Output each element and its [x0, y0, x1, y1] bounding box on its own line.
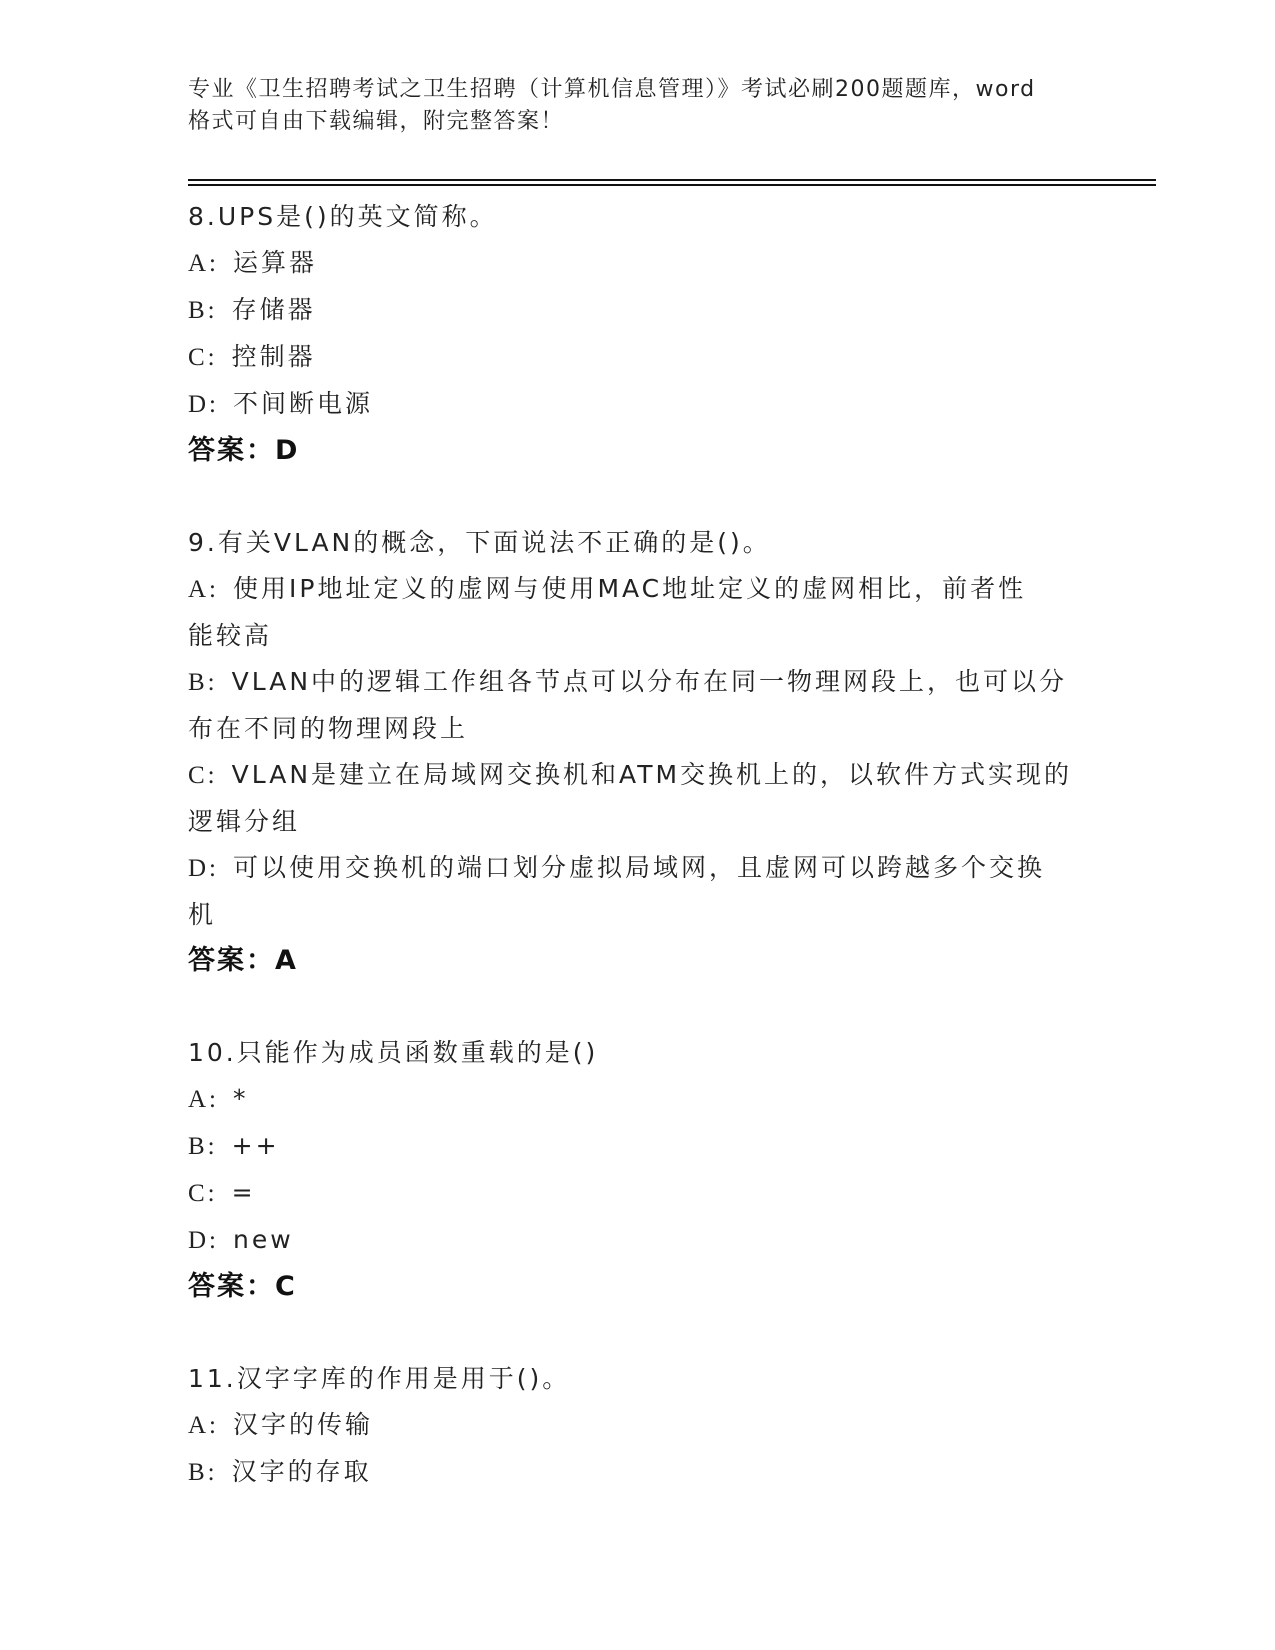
option-line	[188, 659, 1088, 706]
option-key: D:	[188, 391, 219, 418]
option-line	[188, 706, 1088, 752]
option-key: D:	[188, 855, 219, 882]
question-block	[188, 1356, 1088, 1496]
option-line	[188, 381, 1088, 428]
option-line	[188, 1217, 1088, 1264]
answer-label: 答案：A	[188, 945, 298, 976]
option-line	[188, 240, 1088, 287]
question-stem: 11.汉字字库的作用是用于()。	[188, 1364, 571, 1393]
option-line	[188, 845, 1088, 892]
option-key: A:	[188, 1412, 219, 1439]
option-key: A:	[188, 1086, 219, 1113]
option-line	[188, 1076, 1088, 1123]
option-key: B:	[188, 1133, 218, 1160]
question-block	[188, 520, 1088, 984]
option-text: VLAN中的逻辑工作组各节点可以分布在同一物理网段上，也可以分	[231, 667, 1068, 696]
option-line	[188, 1123, 1088, 1170]
option-text: 机	[188, 900, 217, 929]
option-text: 能较高	[188, 621, 273, 650]
option-line	[188, 287, 1088, 334]
header-line-1: 专业《卫生招聘考试之卫生招聘（计算机信息管理）》考试必刷200题题库，word	[188, 77, 1036, 102]
question-block	[188, 1030, 1088, 1310]
option-key: A:	[188, 250, 219, 277]
header-line-2: 格式可自由下载编辑，附完整答案！	[188, 109, 565, 134]
option-key: D:	[188, 1227, 219, 1254]
option-text: 逻辑分组	[188, 807, 301, 836]
option-line	[188, 799, 1088, 845]
option-line	[188, 334, 1088, 381]
option-text: 不间断电源	[233, 389, 374, 418]
option-text: ++	[231, 1131, 280, 1160]
option-text: 汉字的传输	[233, 1410, 374, 1439]
option-line	[188, 613, 1088, 659]
option-text: 使用IP地址定义的虚网与使用MAC地址定义的虚网相比，前者性	[233, 574, 1027, 603]
option-line	[188, 566, 1088, 613]
option-key: C:	[188, 762, 218, 789]
question-stem: 9.有关VLAN的概念，下面说法不正确的是()。	[188, 528, 771, 557]
header-divider-top	[188, 179, 1156, 181]
document-header	[188, 74, 1098, 138]
question-stem: 10.只能作为成员函数重载的是()	[188, 1038, 599, 1067]
option-text: VLAN是建立在局域网交换机和ATM交换机上的，以软件方式实现的	[231, 760, 1073, 789]
option-text: 存储器	[231, 295, 316, 324]
option-key: C:	[188, 1180, 218, 1207]
option-key: B:	[188, 1459, 218, 1486]
option-line	[188, 752, 1088, 799]
option-key: B:	[188, 297, 218, 324]
header-divider-bottom	[188, 184, 1156, 186]
option-text: new	[233, 1225, 294, 1254]
option-line	[188, 1402, 1088, 1449]
answer-label: 答案：C	[188, 1271, 297, 1302]
option-text: =	[231, 1178, 256, 1207]
option-text: 布在不同的物理网段上	[188, 714, 469, 743]
option-text: 运算器	[233, 248, 318, 277]
option-text: 控制器	[231, 342, 316, 371]
question-list	[188, 194, 1088, 1542]
option-line	[188, 892, 1088, 938]
option-line	[188, 1170, 1088, 1217]
option-text: 可以使用交换机的端口划分虚拟局域网，且虚网可以跨越多个交换	[233, 853, 1046, 882]
question-stem: 8.UPS是()的英文简称。	[188, 202, 498, 231]
option-text: *	[233, 1084, 249, 1113]
answer-label: 答案：D	[188, 435, 300, 466]
question-block	[188, 194, 1088, 474]
option-text: 汉字的存取	[231, 1457, 372, 1486]
option-key: C:	[188, 344, 218, 371]
option-line	[188, 1449, 1088, 1496]
option-key: B:	[188, 669, 218, 696]
option-key: A:	[188, 576, 219, 603]
